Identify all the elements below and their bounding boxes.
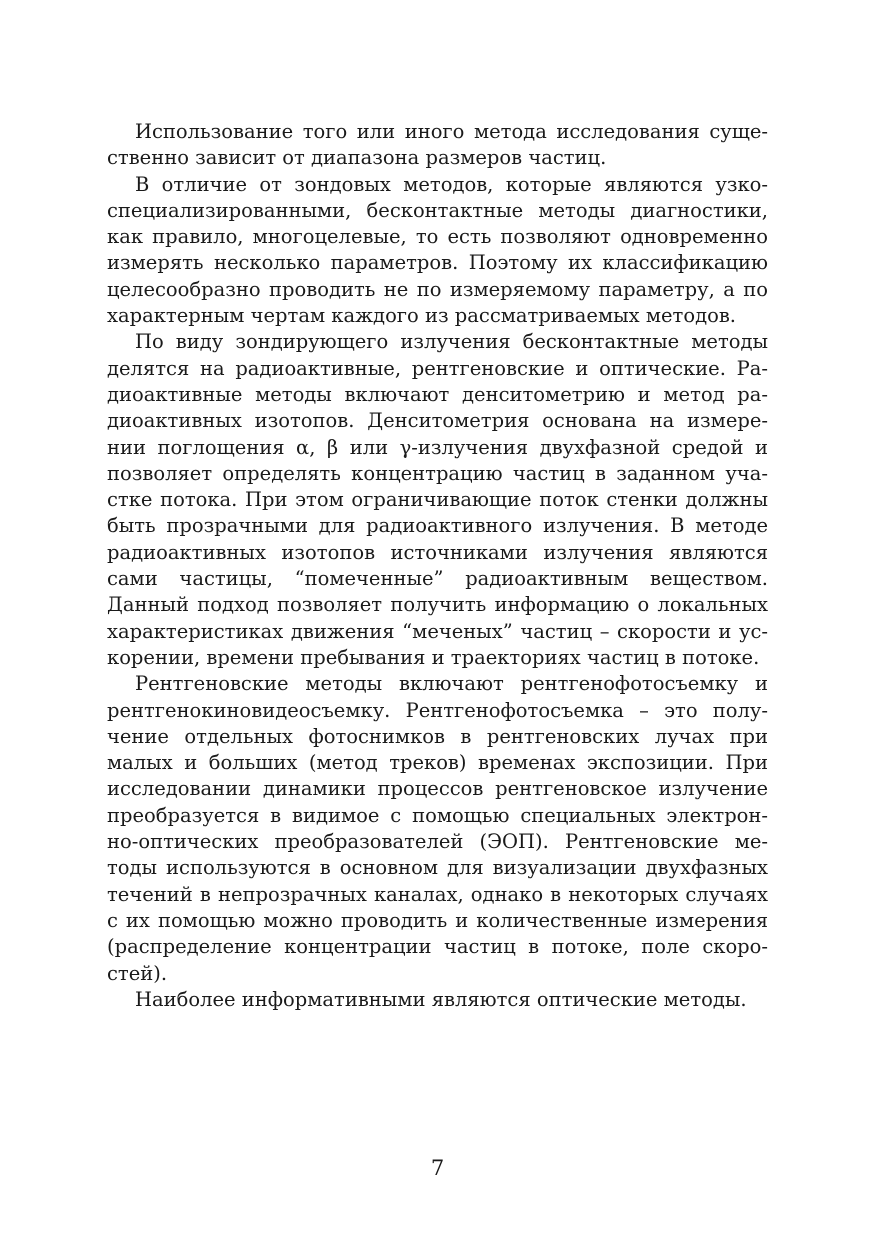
text-line: (распределение концентрации частиц в потоке, поле скоро- <box>107 935 768 959</box>
text-line: Наиболее информативными являются оптические методы. <box>135 987 747 1011</box>
text-line: нии поглощения α, β или γ-излучения двухфазной средой и <box>107 435 768 459</box>
text-line: Данный подход позволяет получить информацию о локальных <box>107 593 768 617</box>
paragraph-3 <box>107 329 768 671</box>
text-line: преобразуется в видимое с помощью специальных электрон- <box>107 803 768 827</box>
text-line: как правило, многоцелевые, то есть позволяют одновременно <box>107 225 768 249</box>
text-line: рентгенокиновидеосъемку. Рентгенофотосъемка – это полу- <box>107 698 768 722</box>
text-line: целесообразно проводить не по измеряемому параметру, а по <box>107 277 768 301</box>
text-line: позволяет определять концентрацию частиц в заданном уча- <box>107 461 768 485</box>
text-line: исследовании динамики процессов рентгеновское излучение <box>107 777 768 801</box>
text-line: быть прозрачными для радиоактивного излучения. В методе <box>107 514 768 538</box>
text-line: чение отдельных фотоснимков в рентгеновских лучах при <box>107 724 768 748</box>
paragraph-5 <box>107 987 768 1013</box>
text-line: ственно зависит от диапазона размеров частиц. <box>107 146 607 170</box>
paragraph-2 <box>107 172 768 330</box>
text-line: стей). <box>107 961 168 985</box>
text-line: но-оптических преобразователей (ЭОП). Рентгеновские ме- <box>107 830 768 854</box>
text-line: Использование того или иного метода исследования суще- <box>135 120 768 143</box>
text-line: тоды используются в основном для визуализации двухфазных <box>107 856 768 880</box>
text-line: радиоактивных изотопов источниками излучения являются <box>107 540 768 564</box>
text-line: с их помощью можно проводить и количественные измерения <box>107 908 768 932</box>
text-line: измерять несколько параметров. Поэтому их классификацию <box>107 251 768 275</box>
text-line: характеристиках движения “меченых” частиц – скорости и ус- <box>107 619 768 643</box>
text-line: диоактивных изотопов. Денситометрия основана на измере- <box>107 409 768 433</box>
text-line: специализированными, бесконтактные методы диагностики, <box>107 198 768 222</box>
paragraph-4 <box>107 671 768 987</box>
text-line: В отличие от зондовых методов, которые являются узко- <box>135 172 768 196</box>
text-line: сами частицы, “помеченные” радиоактивным веществом. <box>107 567 768 591</box>
text-line: стке потока. При этом ограничивающие поток стенки должны <box>107 488 768 512</box>
page-number: 7 <box>430 1156 445 1180</box>
text-line: характерным чертам каждого из рассматриваемых методов. <box>107 304 736 328</box>
text-line: По виду зондирующего излучения бесконтактные методы <box>135 330 768 354</box>
body-text <box>107 119 768 1013</box>
text-line: малых и больших (метод треков) временах экспозиции. При <box>107 751 768 775</box>
text-line: диоактивные методы включают денситометрию и метод ра- <box>107 382 768 406</box>
text-line: делятся на радиоактивные, рентгеновские и оптические. Ра- <box>107 356 768 380</box>
paragraph-1 <box>107 119 768 172</box>
text-line: Рентгеновские методы включают рентгенофотосъемку и <box>135 672 768 696</box>
text-line: корении, времени пребывания и траекториях частиц в потоке. <box>107 645 760 669</box>
text-line: течений в непрозрачных каналах, однако в некоторых случаях <box>107 882 768 906</box>
